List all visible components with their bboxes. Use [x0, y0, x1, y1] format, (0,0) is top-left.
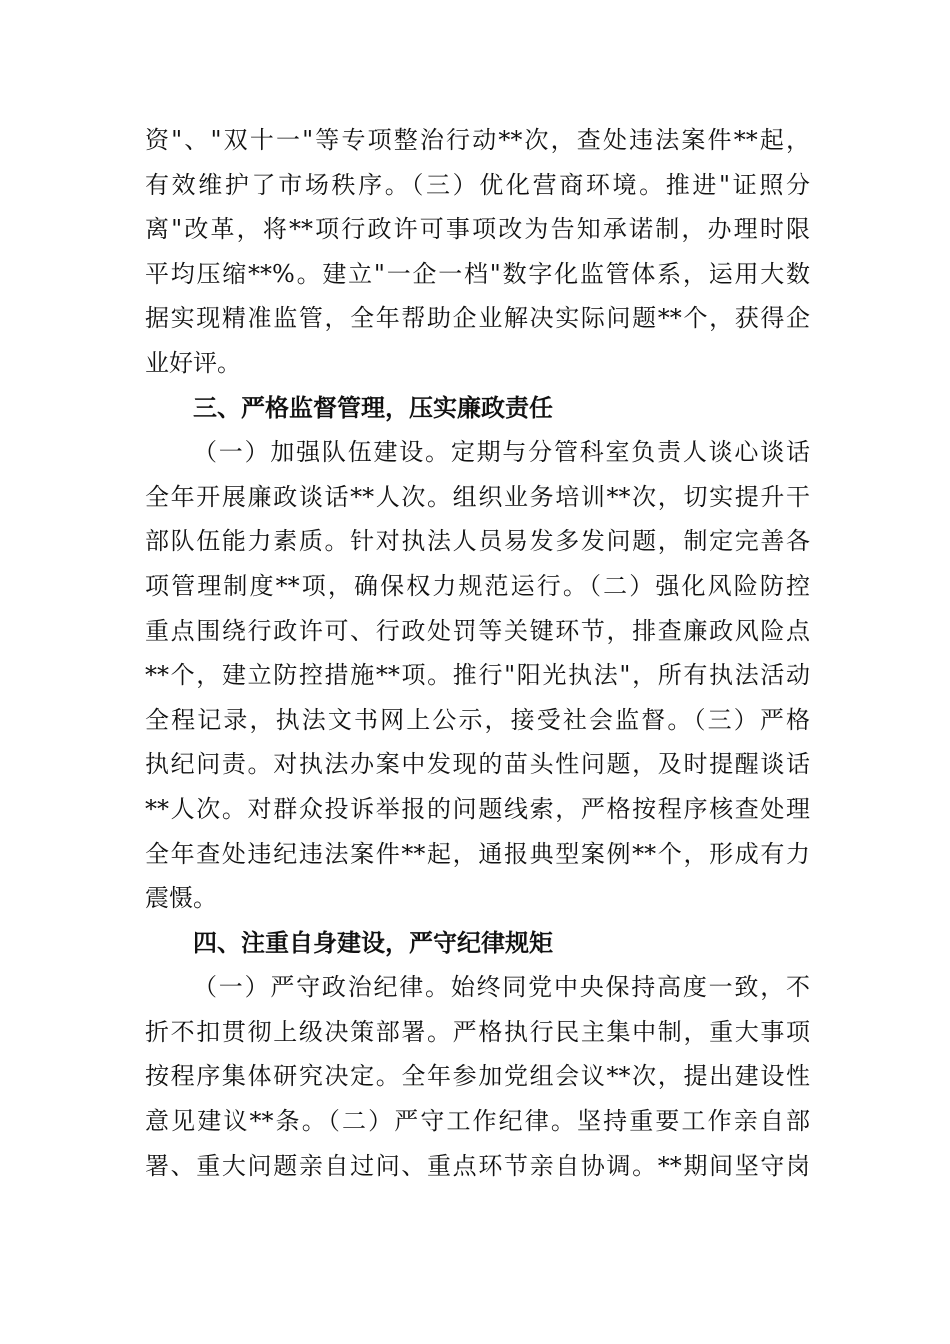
paragraph-line: 按程序集体研究决定。全年参加党组会议**次，提出建设性: [145, 1062, 810, 1091]
paragraph-line: 执纪问责。对执法办案中发现的苗头性问题，及时提醒谈话: [145, 750, 810, 779]
section-heading: 三、严格监督管理，压实廉政责任: [193, 393, 553, 422]
paragraph-line: 有效维护了市场秩序。（三）优化营商环境。推进"证照分: [145, 170, 810, 199]
paragraph-line: 全年开展廉政谈话**人次。组织业务培训**次，切实提升干: [145, 482, 810, 511]
paragraph-line: 据实现精准监管，全年帮助企业解决实际问题**个，获得企: [145, 304, 810, 333]
paragraph-line: **个，建立防控措施**项。推行"阳光执法"，所有执法活动: [145, 661, 810, 690]
paragraph-line: 全年查处违纪违法案件**起，通报典型案例**个，形成有力: [145, 839, 810, 868]
section-3: [145, 386, 810, 921]
section-2-continuation: [145, 118, 810, 386]
paragraph-line: 项管理制度**项，确保权力规范运行。（二）强化风险防控: [145, 571, 810, 600]
paragraph-line: 重点围绕行政许可、行政处罚等关键环节，排查廉政风险点: [145, 616, 810, 645]
paragraph-line: 全程记录，执法文书网上公示，接受社会监督。（三）严格: [145, 705, 810, 734]
paragraph-line: 平均压缩**%。建立"一企一档"数字化监管体系，运用大数: [145, 259, 810, 288]
paragraph-line: 震慑。: [145, 884, 217, 913]
paragraph-line: 资"、"双十一"等专项整治行动**次，查处违法案件**起，: [145, 126, 810, 154]
paragraph-line: 离"改革，将**项行政许可事项改为告知承诺制，办理时限: [145, 215, 810, 244]
paragraph-line: **人次。对群众投诉举报的问题线索，严格按程序核查处理: [145, 794, 810, 823]
paragraph-line: 署、重大问题亲自过问、重点环节亲自协调。**期间坚守岗: [145, 1151, 810, 1180]
section-4: [145, 921, 810, 1189]
section-heading: 四、注重自身建设，严守纪律规矩: [193, 928, 553, 957]
paragraph-line: （一）加强队伍建设。定期与分管科室负责人谈心谈话: [193, 438, 810, 467]
paragraph-line: （一）严守政治纪律。始终同党中央保持高度一致，不: [193, 973, 810, 1002]
paragraph-line: 部队伍能力素质。针对执法人员易发多发问题，制定完善各: [145, 527, 810, 556]
paragraph-line: 业好评。: [145, 348, 241, 377]
paragraph-line: 意见建议**条。（二）严守工作纪律。坚持重要工作亲自部: [145, 1107, 810, 1136]
document-page: [145, 118, 810, 1188]
paragraph-line: 折不扣贯彻上级决策部署。严格执行民主集中制，重大事项: [145, 1017, 810, 1046]
